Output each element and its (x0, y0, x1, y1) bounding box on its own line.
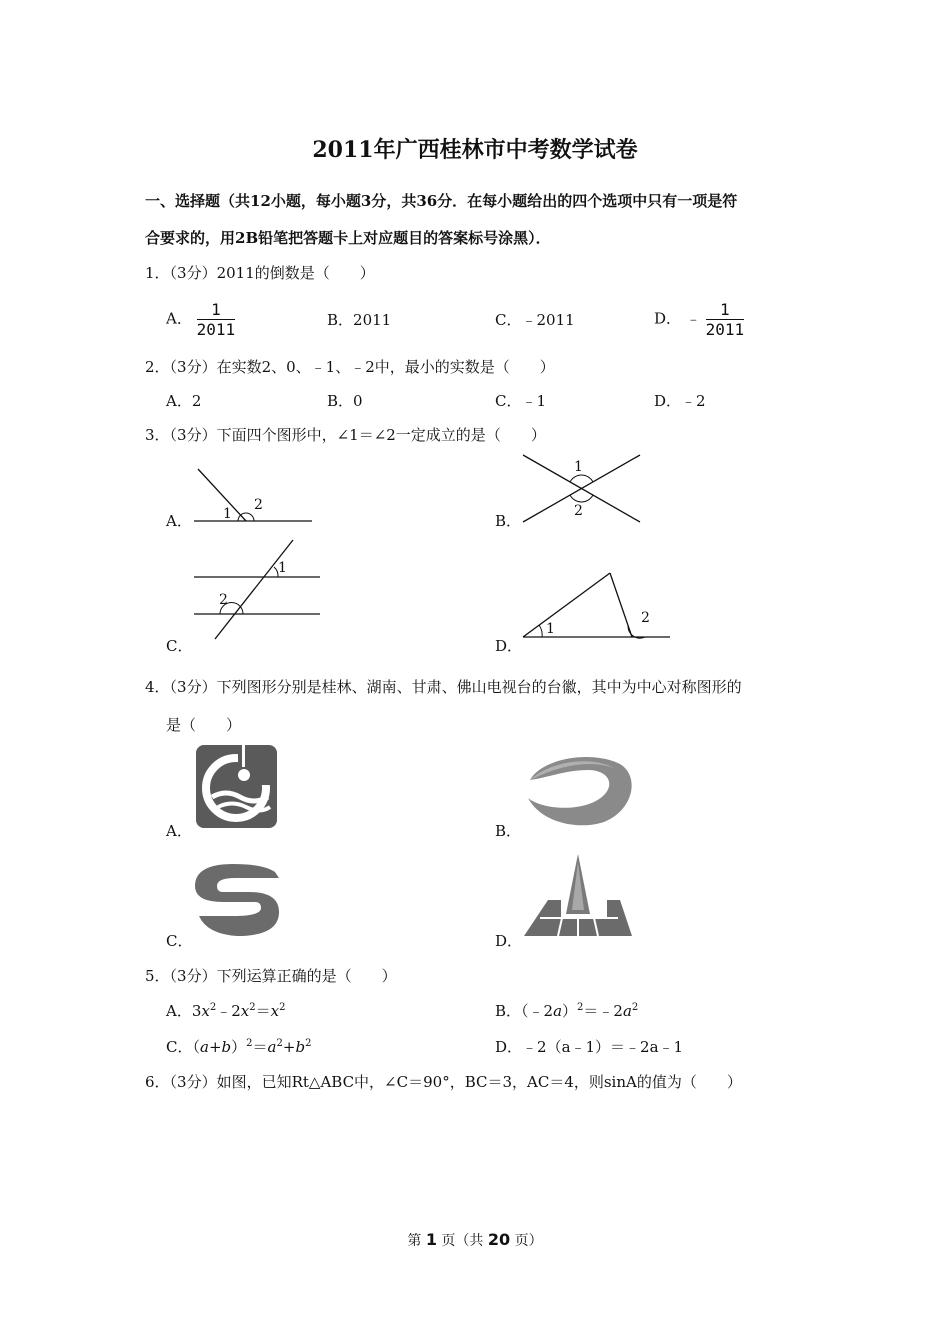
q1-option-a-fraction (197, 300, 236, 339)
q4-foshan-logo (522, 852, 634, 940)
q1-d-denominator: 2011 (705, 320, 745, 339)
q2-stem: 2．（3分）在实数2、0、﹣1、﹣2中，最小的实数是（ ） (145, 358, 555, 376)
q1-option-a (166, 300, 235, 339)
q2-option-c: C．﹣1 (495, 392, 547, 410)
q4-stem-line2: 是（ ） (166, 716, 242, 734)
section-heading-line2: 合要求的，用2B铅笔把答题卡上对应题目的答案标号涂黑）． (145, 229, 551, 247)
q3-d-angle2-label: 2 (641, 610, 650, 626)
q3-figure-c (190, 537, 325, 642)
q2-option-a: A．2 (166, 392, 202, 410)
footer-suffix: 页） (510, 1233, 543, 1249)
q1-option-d-sign: ﹣ (685, 309, 701, 328)
q4-option-d: D． (495, 932, 523, 950)
q5-option-b-label: B． (495, 1002, 522, 1020)
page-footer (0, 1230, 950, 1250)
q5-option-c: C．$(a+b)^2=a^2+b^2$ (166, 1038, 312, 1056)
q3-d-angle1-label: 1 (546, 621, 555, 637)
q3-figure-a (190, 465, 320, 530)
q1-option-d-label: D． (654, 309, 682, 328)
q3-option-c: C． (166, 637, 193, 655)
q3-option-a: A． (166, 512, 192, 530)
footer-total-pages: 20 (487, 1230, 511, 1249)
q1-option-d-fraction (706, 300, 745, 339)
footer-page-number: 1 (425, 1230, 437, 1249)
q5-option-d-label: D． (495, 1038, 523, 1056)
q4-gansu-logo (193, 862, 281, 938)
q3-figure-b (520, 452, 645, 527)
q4-stem-line1: 4．（3分）下列图形分别是桂林、湖南、甘肃、佛山电视台的台徽，其中为中心对称图形的 (145, 678, 742, 696)
q3-option-d: D． (495, 637, 523, 655)
q1-option-d (654, 300, 744, 339)
q3-b-angle2-label: 2 (574, 503, 583, 519)
page-title: 2011年广西桂林市中考数学试卷 (312, 137, 638, 163)
q5-option-c-label: C． (166, 1038, 193, 1056)
q3-option-b: B． (495, 512, 522, 530)
footer-mid: 页（共 (436, 1233, 488, 1249)
q3-b-angle1-label: 1 (574, 459, 583, 475)
q5-option-d-text: ﹣2（a﹣1）＝﹣2a﹣1 (522, 1038, 684, 1056)
q5-option-a: A．$3x^2﹣2x^2=x^2$ (166, 1002, 286, 1020)
q1-d-numerator: 1 (706, 300, 745, 320)
section-heading-line1: 一、选择题（共12小题，每小题3分，共36分．在每小题给出的四个选项中只有一项是符 (145, 192, 738, 210)
q1-a-numerator: 1 (197, 300, 236, 320)
q3-c-angle1-label: 1 (278, 560, 287, 576)
footer-prefix: 第 (407, 1233, 426, 1249)
q1-stem: 1．（3分）2011的倒数是（ ） (145, 264, 375, 282)
q1-option-c: C．﹣2011 (495, 311, 575, 329)
q3-a-angle1-label: 1 (223, 506, 232, 522)
q4-hunan-logo (522, 750, 638, 826)
q5-option-b: B．$(﹣2a)^2=﹣2a^2$ (495, 1002, 639, 1020)
q3-c-angle2-label: 2 (219, 592, 228, 608)
q4-option-a: A． (166, 822, 192, 840)
q3-stem: 3．（3分）下面四个图形中，∠1＝∠2一定成立的是（ ） (145, 426, 546, 444)
q1-option-b: B．2011 (327, 311, 392, 329)
q1-option-a-label: A． (166, 309, 192, 328)
q4-guilin-logo (196, 745, 278, 829)
q3-figure-d (520, 568, 675, 643)
q3-a-angle2-label: 2 (254, 497, 263, 513)
q5-option-d (495, 1036, 683, 1057)
q4-option-b: B． (495, 822, 522, 840)
q4-option-c: C． (166, 932, 193, 950)
q5-option-a-label: A． (166, 1002, 192, 1020)
q2-option-b: B．0 (327, 392, 363, 410)
q2-option-d: D．﹣2 (654, 392, 706, 410)
q5-stem: 5．（3分）下列运算正确的是（ ） (145, 967, 397, 985)
q1-a-denominator: 2011 (196, 320, 236, 339)
q6-stem: 6．（3分）如图，已知Rt△ABC中，∠C＝90°，BC＝3，AC＝4，则sinA的值为（ ） (145, 1073, 742, 1091)
